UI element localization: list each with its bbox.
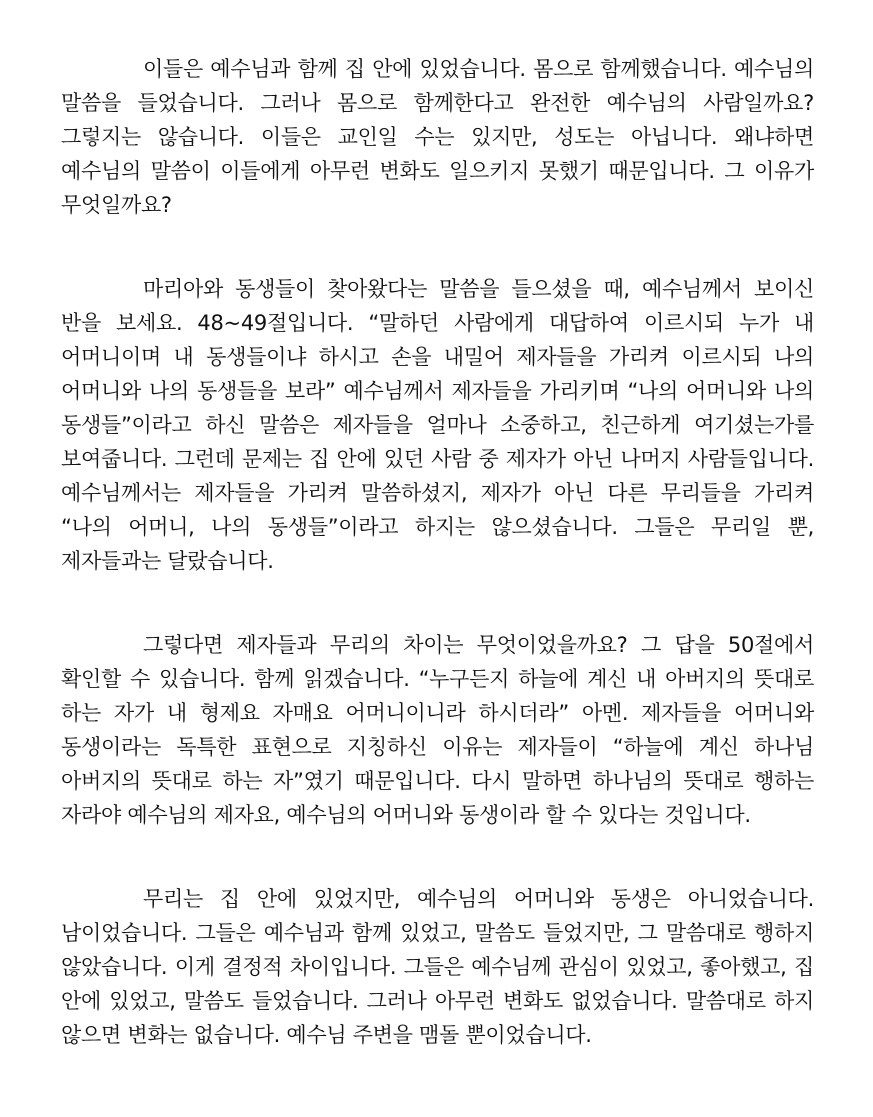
paragraph-2: 마리아와 동생들이 찾아왔다는 말씀을 들으셨을 때, 예수님께서 보이신 반을 보세요. 48~49절입니다. “말하던 사람에게 대답하여 이르시되 누가 내 어머니이며 내 동생들이냐 하시고 손을 내밀어 제자들을 가리켜 이르시되 나의 어머니와 나의 동생들을 보라” 예수님께서 제자들을 가리키며 “나의 어머니와 나의 동생들”이라고 하신 말씀은 제자들을 얼마나 소중하고, 친근하게 여기셨는가를 보여줍니다. 그런데 문제는 집 안에 있던 사람 중 제자가 아닌 나머지 사람들입니다. 예수님께서는 제자들을 가리켜 말씀하셨지, 제자가 아닌 다른 무리들을 가리켜 “나의 어머니, 나의 동생들”이라고 하지는 않으셨습니다. 그들은 무리일 뿐, 제자들과는 달랐습니다. [61, 277, 814, 573]
document-page [61, 52, 814, 1052]
paragraph-4: 무리는 집 안에 있었지만, 예수님의 어머니와 동생은 아니었습니다. 남이었습니다. 그들은 예수님과 함께 있었고, 말씀도 들었지만, 그 말씀대로 행하지 않았습니다. 이게 결정적 차이입니다. 그들은 예수님께 관심이 있었고, 좋아했고, 집 안에 있었고, 말씀도 들었습니다. 그러나 아무런 변화도 없었습니다. 말씀대로 하지 않으면 변화는 없습니다. 예수님 주변을 맴돌 뿐이었습니다. [61, 887, 814, 1047]
paragraph-3: 그렇다면 제자들과 무리의 차이는 무엇이었을까요? 그 답을 50절에서 확인할 수 있습니다. 함께 읽겠습니다. “누구든지 하늘에 계신 내 아버지의 뜻대로 하는 자가 내 형제요 자매요 어머니이니라 하시더라” 아멘. 제자들을 어머니와 동생이라는 독특한 표현으로 지칭하신 이유는 제자들이 “하늘에 계신 하나님 아버지의 뜻대로 하는 자”였기 때문입니다. 다시 말하면 하나님의 뜻대로 행하는 자라야 예수님의 제자요, 예수님의 어머니와 동생이라 할 수 있다는 것입니다. [61, 633, 814, 827]
paragraph-1: 이들은 예수님과 함께 집 안에 있었습니다. 몸으로 함께했습니다. 예수님의 말씀을 들었습니다. 그러나 몸으로 함께한다고 완전한 예수님의 사람일까요? 그렇지는 않습니다. 이들은 교인일 수는 있지만, 성도는 아닙니다. 왜냐하면 예수님의 말씀이 이들에게 아무런 변화도 일으키지 못했기 때문입니다. 그 이유가 무엇일까요? [61, 57, 814, 217]
